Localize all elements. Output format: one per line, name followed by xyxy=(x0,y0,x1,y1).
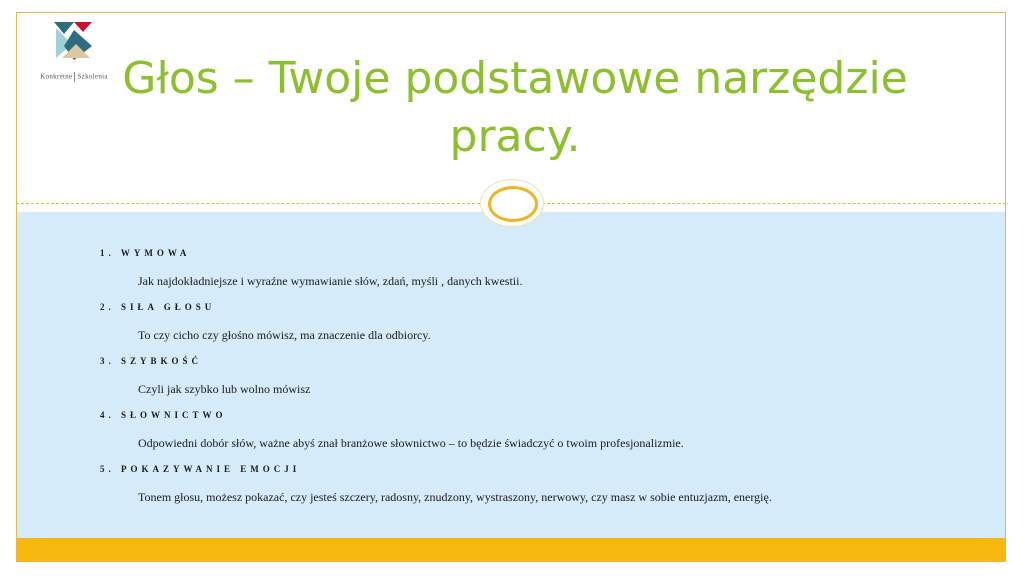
item-heading: 1. WYMOWA xyxy=(100,248,191,258)
item-description: Odpowiedni dobór słów, ważne abyś znał branżowe słownictwo – to będzie świadczyć o twoim profesjonalizmie. xyxy=(138,436,684,450)
item-description: To czy cicho czy głośno mówisz, ma znaczenie dla odbiorcy. xyxy=(138,328,431,342)
footer-accent-bar xyxy=(17,538,1005,561)
list-item xyxy=(100,409,980,463)
logo-word-2: Szkolenia xyxy=(77,72,108,81)
list-item xyxy=(100,355,980,409)
logo-mark-icon xyxy=(52,20,96,64)
list-item xyxy=(100,463,980,517)
item-heading: 4. SŁOWNICTWO xyxy=(100,410,227,420)
list-item xyxy=(100,247,980,301)
ornament-ring-icon xyxy=(488,186,538,222)
item-heading: 5. POKAZYWANIE EMOCJI xyxy=(100,464,301,474)
slide-title: Głos – Twoje podstawowe narzędzie pracy. xyxy=(122,53,908,162)
item-description: Czyli jak szybko lub wolno mówisz xyxy=(138,382,311,396)
item-heading: 3. SZYBKOŚĆ xyxy=(100,356,203,366)
item-description: Jak najdokładniejsze i wyraźne wymawianie słów, zdań, myśli , danych kwestii. xyxy=(138,274,523,288)
logo-word-1: Konkretne xyxy=(40,72,73,81)
item-heading: 2. SIŁA GŁOSU xyxy=(100,302,216,312)
company-logo xyxy=(32,20,116,88)
ornament-medallion xyxy=(481,180,543,226)
list-item xyxy=(100,301,980,355)
logo-text xyxy=(32,72,116,82)
item-list xyxy=(100,247,980,517)
item-description: Tonem głosu, możesz pokazać, czy jesteś szczery, radosny, znudzony, wystraszony, nerwowy, czy masz w sobie entuzjazm, energię. xyxy=(138,490,772,504)
